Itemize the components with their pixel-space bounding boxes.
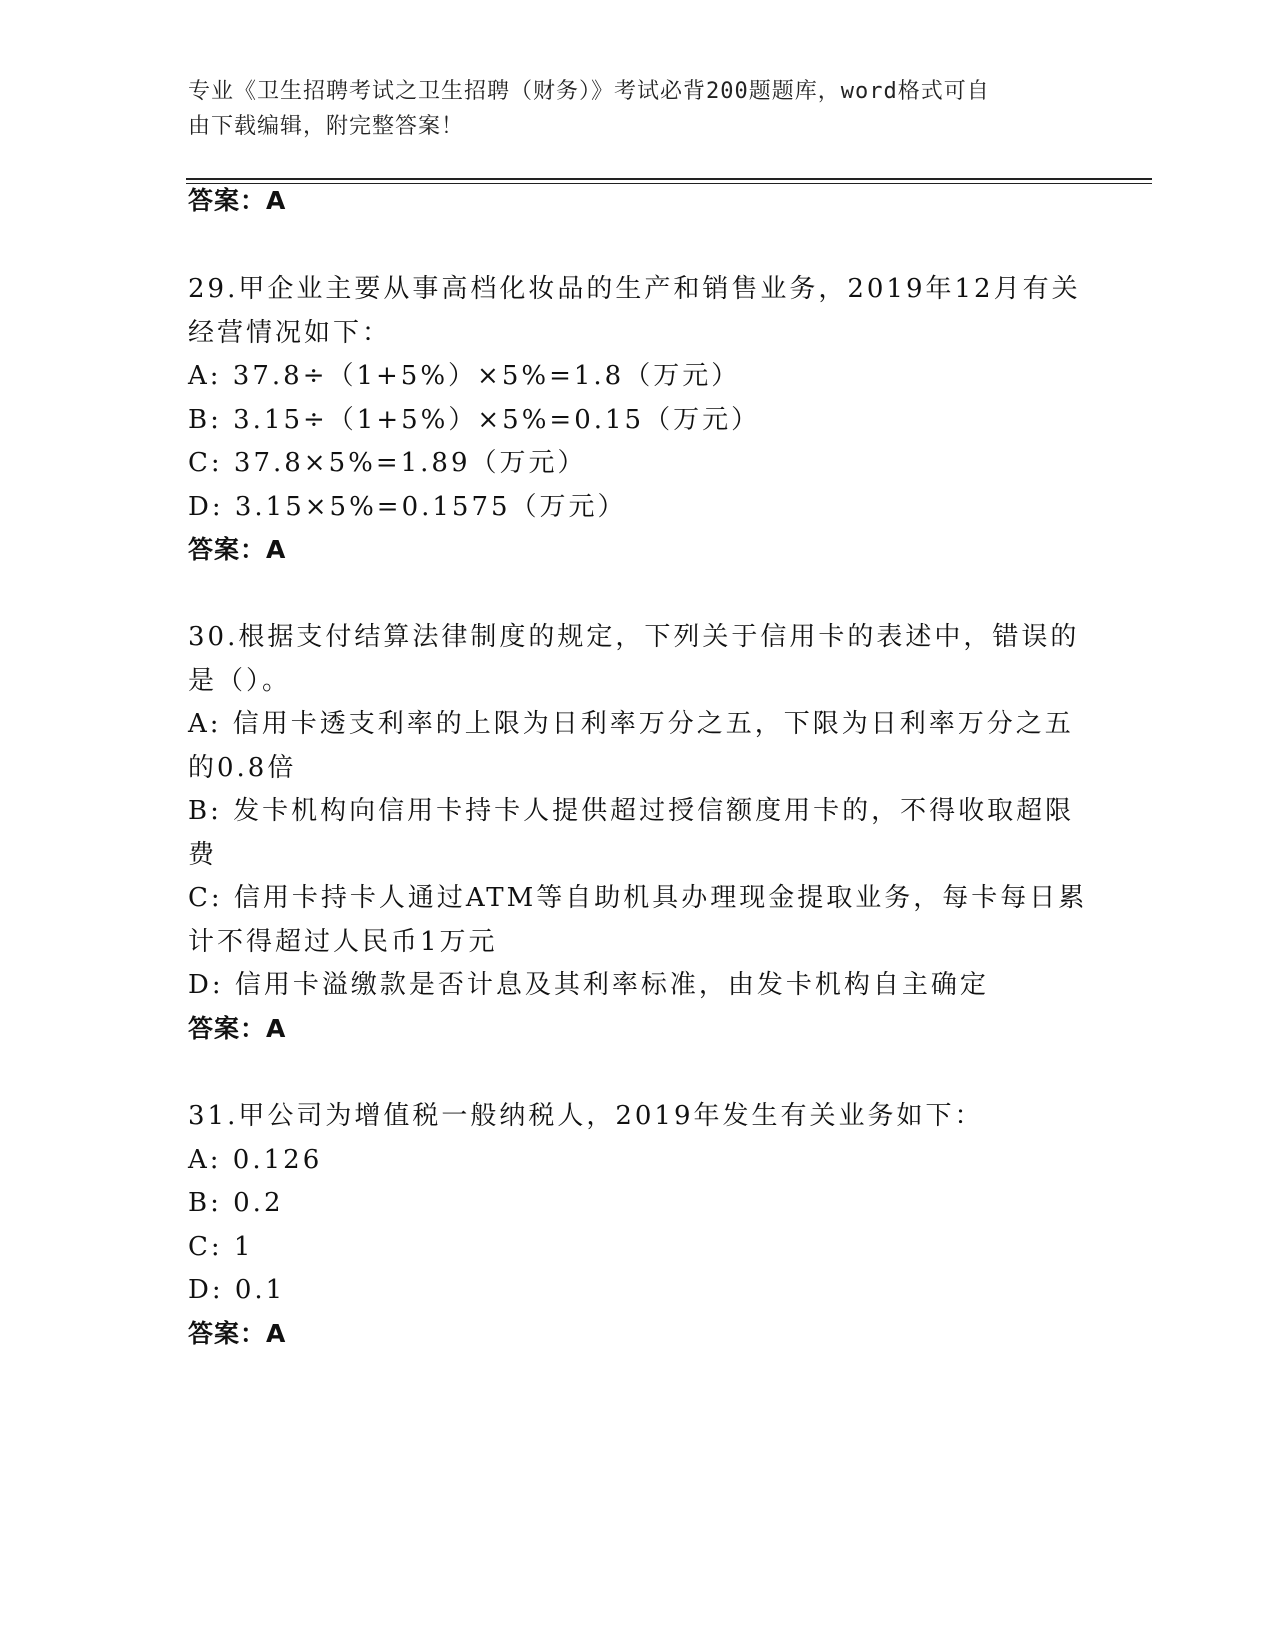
option-a: A: 0.126: [188, 1145, 323, 1175]
option-a: A: 37.8÷（1+5%）×5%=1.8（万元）: [188, 361, 741, 391]
option-a: A: 信用卡透支利率的上限为日利率万分之五，下限为日利率万分之五: [188, 709, 1074, 739]
option-c: C: 信用卡持卡人通过ATM等自助机具办理现金提取业务，每卡每日累: [188, 883, 1088, 913]
option-c: C: 1: [188, 1232, 254, 1262]
option-d: D: 信用卡溢缴款是否计息及其利率标准，由发卡机构自主确定: [188, 970, 989, 1000]
option-c: C: 37.8×5%=1.89（万元）: [188, 448, 587, 478]
question-stem-line: 31.甲公司为增值税一般纳税人，2019年发生有关业务如下：: [188, 1101, 984, 1131]
question-stem-line: 是（）。: [188, 666, 292, 696]
option-b-continued: 费: [188, 840, 218, 870]
page-header: [188, 74, 1068, 144]
header-divider-thick: [186, 178, 1152, 180]
header-divider-thin: [186, 183, 1152, 184]
question-stem-line: 29.甲企业主要从事高档化妆品的生产和销售业务，2019年12月有关: [188, 274, 1081, 304]
answer-previous: 答案：A: [188, 186, 287, 215]
header-line-1: 专业《卫生招聘考试之卫生招聘（财务）》考试必背200题题库，word格式可自: [188, 79, 990, 104]
option-d: D: 0.1: [188, 1275, 286, 1305]
option-d: D: 3.15×5%=0.1575（万元）: [188, 492, 627, 522]
answer: 答案：A: [188, 1014, 287, 1043]
option-b: B: 0.2: [188, 1188, 284, 1218]
option-b: B: 3.15÷（1+5%）×5%=0.15（万元）: [188, 405, 761, 435]
answer: 答案：A: [188, 1319, 287, 1348]
option-a-continued: 的0.8倍: [188, 753, 297, 783]
question-stem-line: 经营情况如下：: [188, 318, 392, 348]
answer: 答案：A: [188, 535, 287, 564]
question-stem-line: 30.根据支付结算法律制度的规定，下列关于信用卡的表述中，错误的: [188, 622, 1080, 652]
header-line-2: 由下载编辑，附完整答案！: [188, 114, 465, 139]
option-b: B: 发卡机构向信用卡持卡人提供超过授信额度用卡的，不得收取超限: [188, 796, 1075, 826]
option-c-continued: 计不得超过人民币1万元: [188, 927, 498, 957]
